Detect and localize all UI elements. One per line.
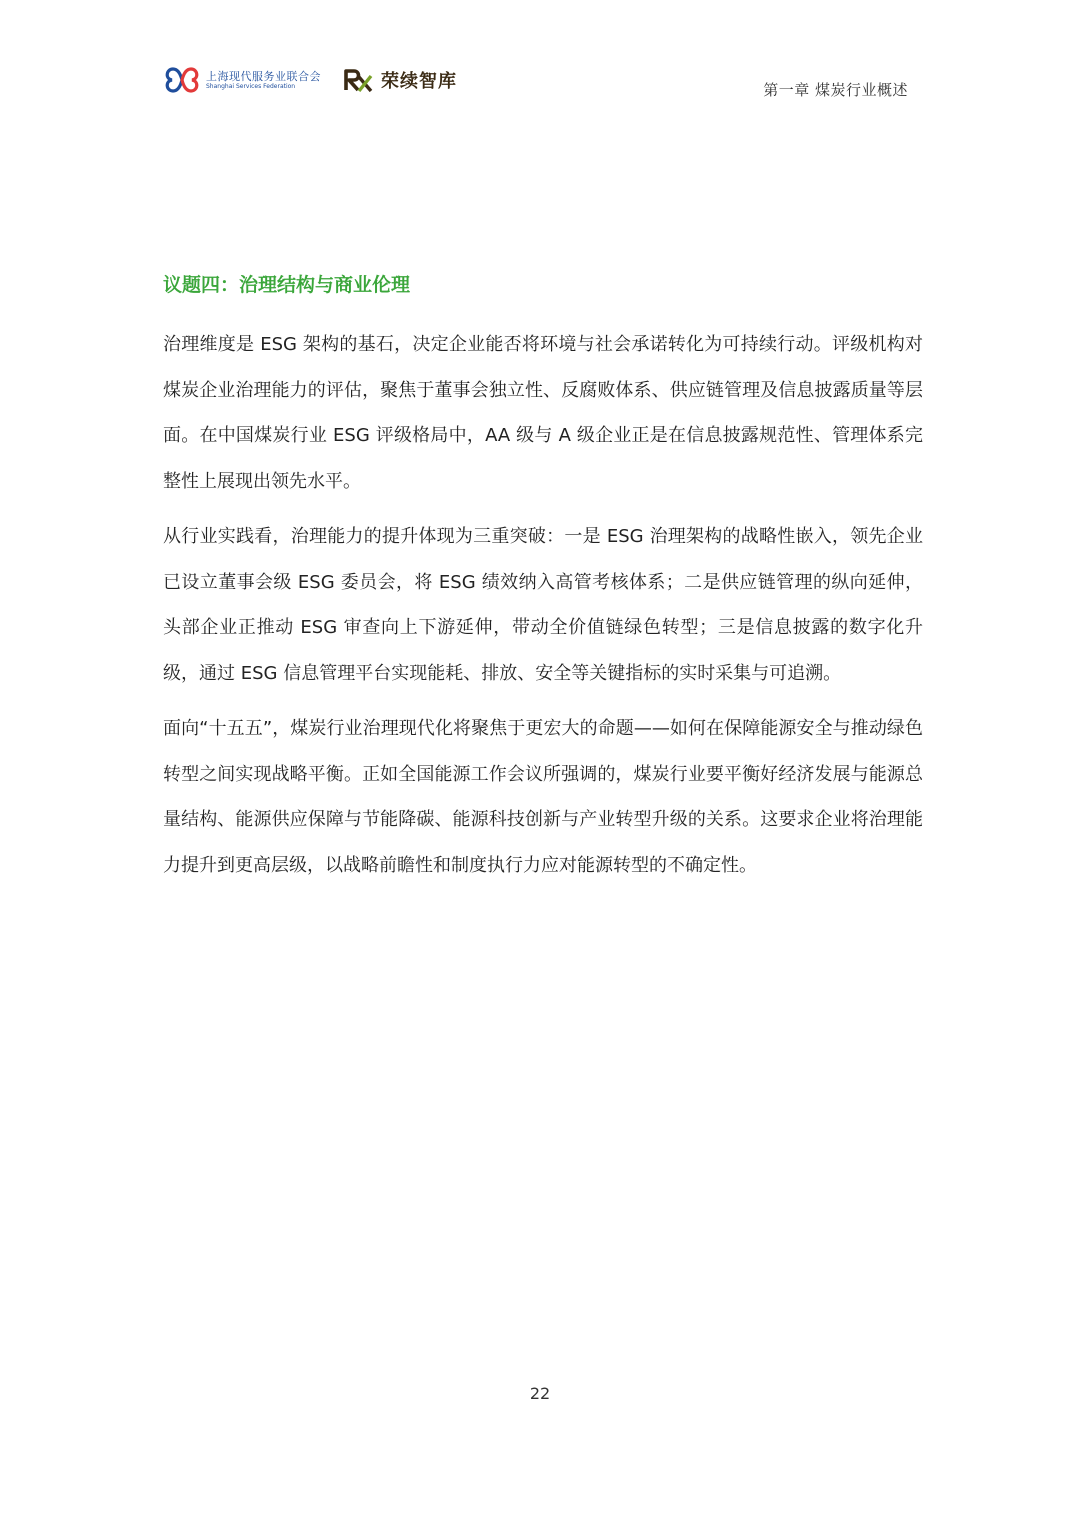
ssf-logo-en: Shanghai Services Federation (206, 82, 296, 90)
body-paragraph-3: 面向“十五五”，煤炭行业治理现代化将聚焦于更宏大的命题——如何在保障能源安全与推动绿色转型之间实现战略平衡。正如全国能源工作会议所强调的，煤炭行业要平衡好经济发展与能源总量结构、能源供应保障与节能降碳、能源科技创新与产业转型升级的关系。这要求企业将治理能力提升到更高层级，以战略前瞻性和制度执行力应对能源转型的不确定性。 (163, 718, 923, 876)
body-paragraph-1: 治理维度是 ESG 架构的基石，决定企业能否将环境与社会承诺转化为可持续行动。评级机构对煤炭企业治理能力的评估，聚焦于董事会独立性、反腐败体系、供应链管理及信息披露质量等层面。在中国煤炭行业 ESG 评级格局中，AA 级与 A 级企业正是在信息披露规范性、管理体系完整性上展现出领先水平。 (163, 334, 923, 492)
ssf-logo-icon (164, 65, 200, 95)
rx-logo-text: 荣续智库 (381, 71, 457, 92)
ssf-logo-cn: 上海现代服务业联合会 (206, 69, 321, 83)
header-logos (164, 62, 457, 98)
body-paragraph-2: 从行业实践看，治理能力的提升体现为三重突破：一是 ESG 治理架构的战略性嵌入，领先企业已设立董事会级 ESG 委员会，将 ESG 绩效纳入高管考核体系；二是供应链管理的纵向延伸，头部企业正推动 ESG 审查向上下游延伸，带动全价值链绿色转型；三是信息披露的数字化升级，通过 ESG 信息管理平台实现能耗、排放、安全等关键指标的实时采集与可追溯。 (163, 526, 923, 684)
chapter-title: 第一章 煤炭行业概述 (763, 81, 908, 99)
ssf-logo (164, 65, 321, 95)
section-heading: 议题四：治理结构与商业伦理 (163, 274, 411, 296)
rx-logo (343, 66, 457, 94)
main-content (163, 270, 923, 898)
page-number: 22 (529, 1384, 551, 1403)
rx-logo-icon (343, 66, 375, 94)
ssf-logo-text (206, 70, 321, 91)
